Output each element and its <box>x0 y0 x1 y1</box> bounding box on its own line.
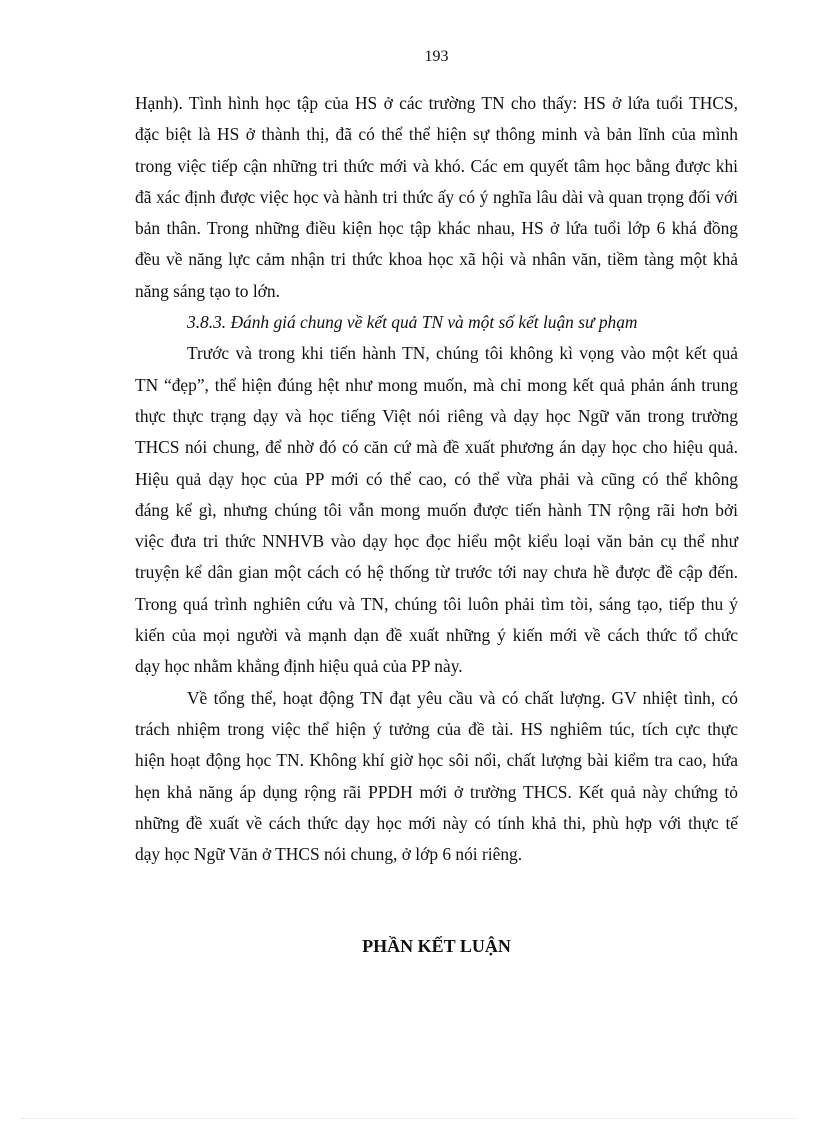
text-line: thực thực trạng dạy và học tiếng Việt nói riêng và dạy học Ngữ văn trong trường <box>135 405 738 426</box>
body-text <box>135 88 738 870</box>
text-line: Hạnh). Tình hình học tập của HS ở các trường TN cho thấy: HS ở lứa tuổi THCS, <box>135 93 738 113</box>
text-line: truyện kể dân gian một cách có hệ thống từ trước tới nay chưa hề được đề cập đến. <box>135 562 738 583</box>
page-number: 193 <box>424 48 449 65</box>
text-line: đã xác định được việc học và hành tri thức ấy có ý nghĩa lâu dài và quan trọng đối với <box>135 186 738 207</box>
text-line: đặc biệt là HS ở thành thị, đã có thể thể hiện sự thông minh và bản lĩnh của mình <box>135 124 738 145</box>
page-bottom-divider <box>20 1118 796 1119</box>
text-line: trách nhiệm trong việc thể hiện ý tưởng của đề tài. HS nghiêm túc, tích cực thực <box>135 718 738 739</box>
text-line: đáng kể gì, nhưng chúng tôi vẫn mong muốn được tiến hành TN rộng rãi hơn bởi <box>135 499 738 520</box>
text-line: năng sáng tạo to lớn. <box>135 280 280 301</box>
paragraph-overall <box>135 683 738 871</box>
text-line: việc đưa tri thức NNHVB vào dạy học đọc hiểu một kiểu loại văn bản cụ thể như <box>135 531 738 552</box>
text-line: hẹn khả năng áp dụng rộng rãi PPDH mới ở trường THCS. Kết quả này chứng tỏ <box>135 781 738 802</box>
text-line: bản thân. Trong những điều kiện học tập khác nhau, HS ở lứa tuổi lớp 6 khá đồng <box>135 218 738 239</box>
text-line: Trước và trong khi tiến hành TN, chúng tôi không kì vọng vào một kết quả <box>187 343 738 364</box>
text-line: THCS nói chung, để nhờ đó có căn cứ mà đề xuất phương án dạy học cho hiệu quả. <box>135 437 738 458</box>
section-heading: PHẦN KẾT LUẬN <box>362 936 511 956</box>
subheading-text: 3.8.3. Đánh giá chung về kết quả TN và một số kết luận sư phạm <box>187 312 638 333</box>
text-line: dạy học nhằm khẳng định hiệu quả của PP này. <box>135 656 463 677</box>
text-line: Hiệu quả dạy học của PP mới có thể cao, có thể vừa phải và cũng có thể không <box>135 468 738 489</box>
section-subheading <box>135 307 738 338</box>
text-line: dạy học Ngữ Văn ở THCS nói chung, ở lớp 6 nói riêng. <box>135 844 523 865</box>
text-line: kiến của mọi người và mạnh dạn đề xuất những ý kiến mới về cách thức tổ chức <box>135 625 738 646</box>
paragraph-intro <box>135 88 738 307</box>
text-line: hiện hoạt động học TN. Không khí giờ học sôi nổi, chất lượng bài kiểm tra cao, hứa <box>135 750 738 771</box>
text-line: trong việc tiếp cận những tri thức mới và khó. Các em quyết tâm học bằng được khi <box>135 155 738 176</box>
paragraph-evaluation <box>135 338 738 682</box>
text-line: những đề xuất về cách thức dạy học mới này có tính khả thi, phù hợp với thực tế <box>135 812 738 833</box>
text-line: đều về năng lực cảm nhận tri thức khoa học xã hội và nhân văn, tiềm tàng một khả <box>135 249 738 270</box>
text-line: Trong quá trình nghiên cứu và TN, chúng tôi luôn phải tìm tòi, sáng tạo, tiếp thu ý <box>135 593 738 614</box>
text-line: TN “đẹp”, thể hiện đúng hệt như mong muốn, mà chỉ mong kết quả phản ánh trung <box>135 374 738 395</box>
text-line: Về tổng thể, hoạt động TN đạt yêu cầu và có chất lượng. GV nhiệt tình, có <box>187 687 738 708</box>
